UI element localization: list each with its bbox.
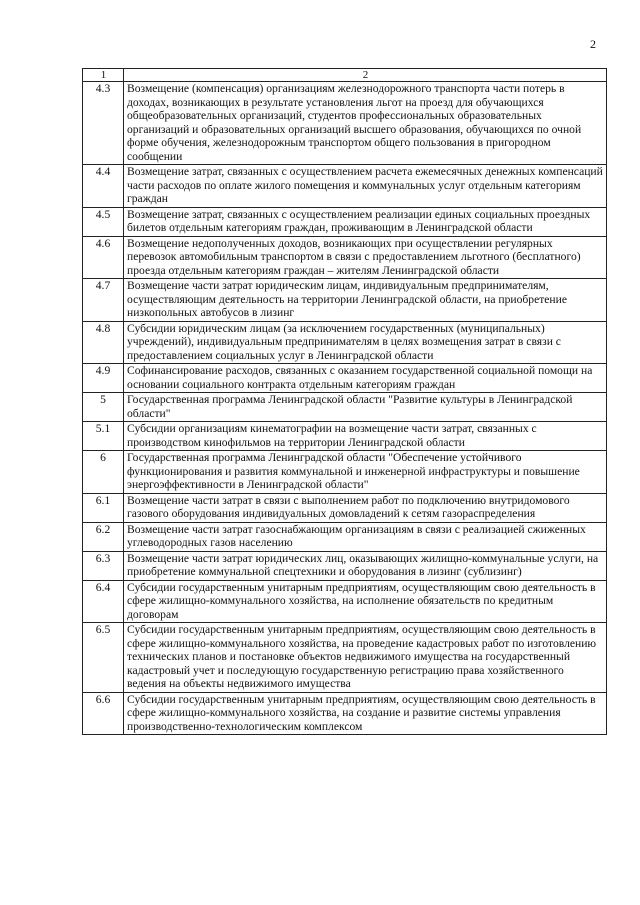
row-number: 4.6: [83, 236, 124, 279]
row-number: 4.8: [83, 321, 124, 364]
table-row: [83, 493, 607, 522]
row-description: Субсидии государственным унитарным предприятиям, осуществляющим свою деятельность в сфере жилищно-коммунального хозяйства, на исполнение обязательств по кредитным договорам: [124, 580, 607, 623]
row-number: 6.4: [83, 580, 124, 623]
row-number: 4.3: [83, 82, 124, 165]
subsidy-table: [82, 68, 607, 735]
table-row: [83, 207, 607, 236]
row-description: Возмещение части затрат юридических лиц, оказывающих жилищно-коммунальные услуги, на приобретение коммунальной спецтехники и оборудования в лизинг (сублизинг): [124, 551, 607, 580]
table-row: [83, 422, 607, 451]
row-number: 6.1: [83, 493, 124, 522]
table-row: [83, 279, 607, 322]
table-header-row: [83, 69, 607, 82]
row-description: Софинансирование расходов, связанных с оказанием государственной социальной помощи на основании социального контракта отдельным категориям граждан: [124, 364, 607, 393]
row-number: 6: [83, 451, 124, 494]
table-row: [83, 364, 607, 393]
row-description: Субсидии государственным унитарным предприятиям, осуществляющим свою деятельность в сфере жилищно-коммунального хозяйства, на проведение кадастровых работ по изготовлению технических планов и постановке объектов недвижимого имущества на государственный кадастровый учет и последующую государственную регистрацию права хозяйственного ведения на объекты недвижимого имущества: [124, 623, 607, 693]
header-col-description: 2: [124, 69, 607, 82]
row-description: Государственная программа Ленинградской области "Обеспечение устойчивого функционирования и развития коммунальной и инженерной инфраструктуры и повышение энергоэффективности в Ленинградской области": [124, 451, 607, 494]
table-row: [83, 236, 607, 279]
row-description: Государственная программа Ленинградской области "Развитие культуры в Ленинградской области": [124, 393, 607, 422]
table-row: [83, 580, 607, 623]
row-number: 4.4: [83, 165, 124, 208]
table-row: [83, 393, 607, 422]
row-number: 5.1: [83, 422, 124, 451]
row-number: 5: [83, 393, 124, 422]
page-number: 2: [590, 37, 596, 51]
row-number: 6.2: [83, 522, 124, 551]
row-number: 6.6: [83, 692, 124, 735]
row-description: Возмещение части затрат в связи с выполнением работ по подключению внутридомового газового оборудования индивидуальных домовладений к сетям газораспределения: [124, 493, 607, 522]
table-row: [83, 451, 607, 494]
row-description: Возмещение недополученных доходов, возникающих при осуществлении регулярных перевозок автомобильным транспортом в связи с предоставлением льготного (бесплатного) проезда отдельным категориям граждан – жителям Ленинградской области: [124, 236, 607, 279]
row-number: 4.7: [83, 279, 124, 322]
table-row: [83, 82, 607, 165]
header-col-number: 1: [83, 69, 124, 82]
row-description: Возмещение затрат, связанных с осуществлением реализации единых социальных проездных билетов отдельным категориям граждан, проживающим в Ленинградской области: [124, 207, 607, 236]
table-row: [83, 551, 607, 580]
row-number: 6.3: [83, 551, 124, 580]
table-row: [83, 165, 607, 208]
row-description: Субсидии государственным унитарным предприятиям, осуществляющим свою деятельность в сфере жилищно-коммунального хозяйства, на создание и развитие системы управления производственно-технологическим комплексом: [124, 692, 607, 735]
row-description: Субсидии организациям кинематографии на возмещение части затрат, связанных с производством кинофильмов на территории Ленинградской области: [124, 422, 607, 451]
row-number: 4.5: [83, 207, 124, 236]
row-number: 6.5: [83, 623, 124, 693]
row-number: 4.9: [83, 364, 124, 393]
row-description: Возмещение затрат, связанных с осуществлением расчета ежемесячных денежных компенсаций части расходов по оплате жилого помещения и коммунальных услуг отдельным категориям граждан: [124, 165, 607, 208]
row-description: Возмещение части затрат юридическим лицам, индивидуальным предпринимателям, осуществляющим деятельность на территории Ленинградской области, на приобретение низкопольных автобусов в лизинг: [124, 279, 607, 322]
row-description: Возмещение (компенсация) организациям железнодорожного транспорта части потерь в доходах, возникающих в результате установления льгот на проезд для обучающихся общеобразовательных организаций, студентов профессиональных образовательных организаций и образовательных организаций высшего образования, обучающихся по очной форме обучения, железнодорожным транспортом общего пользования в пригородном сообщении: [124, 82, 607, 165]
table-row: [83, 692, 607, 735]
row-description: Субсидии юридическим лицам (за исключением государственных (муниципальных) учреждений), индивидуальным предпринимателям в целях возмещения затрат в связи с предоставлением социальных услуг в Ленинградской области: [124, 321, 607, 364]
table-row: [83, 321, 607, 364]
table-row: [83, 623, 607, 693]
table-row: [83, 522, 607, 551]
row-description: Возмещение части затрат газоснабжающим организациям в связи с реализацией сжиженных углеводородных газов населению: [124, 522, 607, 551]
